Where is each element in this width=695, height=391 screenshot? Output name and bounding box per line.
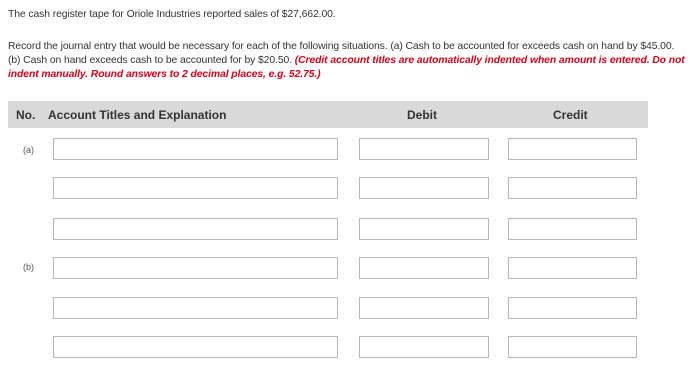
credit-input[interactable] — [508, 297, 637, 319]
credit-input[interactable] — [508, 257, 637, 279]
debit-input[interactable] — [359, 336, 489, 358]
entry-label-b: (b) — [23, 262, 34, 272]
debit-input[interactable] — [359, 297, 489, 319]
account-title-input[interactable] — [53, 177, 338, 199]
entry-label-a: (a) — [23, 145, 34, 155]
header-account-titles: Account Titles and Explanation — [48, 108, 227, 122]
credit-input[interactable] — [508, 177, 637, 199]
header-no: No. — [16, 108, 36, 122]
account-title-input[interactable] — [53, 218, 338, 240]
journal-table-header — [8, 101, 648, 128]
debit-input[interactable] — [359, 257, 489, 279]
account-title-input[interactable] — [53, 138, 338, 160]
credit-input[interactable] — [508, 138, 637, 160]
instructions-note: (Credit account titles are automatically indented when amount is entered. Do not indent manually. Round answers to 2 decimal places, e.g. 52.75.) — [8, 54, 685, 80]
credit-input[interactable] — [508, 218, 637, 240]
problem-intro: The cash register tape for Oriole Industries reported sales of $27,662.00. — [8, 9, 336, 20]
header-credit: Credit — [553, 108, 588, 122]
debit-input[interactable] — [359, 138, 489, 160]
problem-instructions — [8, 40, 688, 81]
debit-input[interactable] — [359, 177, 489, 199]
account-title-input[interactable] — [53, 336, 338, 358]
account-title-input[interactable] — [53, 257, 338, 279]
credit-input[interactable] — [508, 336, 637, 358]
header-debit: Debit — [407, 108, 437, 122]
account-title-input[interactable] — [53, 297, 338, 319]
debit-input[interactable] — [359, 218, 489, 240]
instructions-text: Record the journal entry that would be necessary for each of the following situations. (a) Cash to be accounted for exceeds cash on hand by $45.00. (b) Cash on hand exceeds cash to be accounted for by $20.50. — [8, 41, 675, 66]
